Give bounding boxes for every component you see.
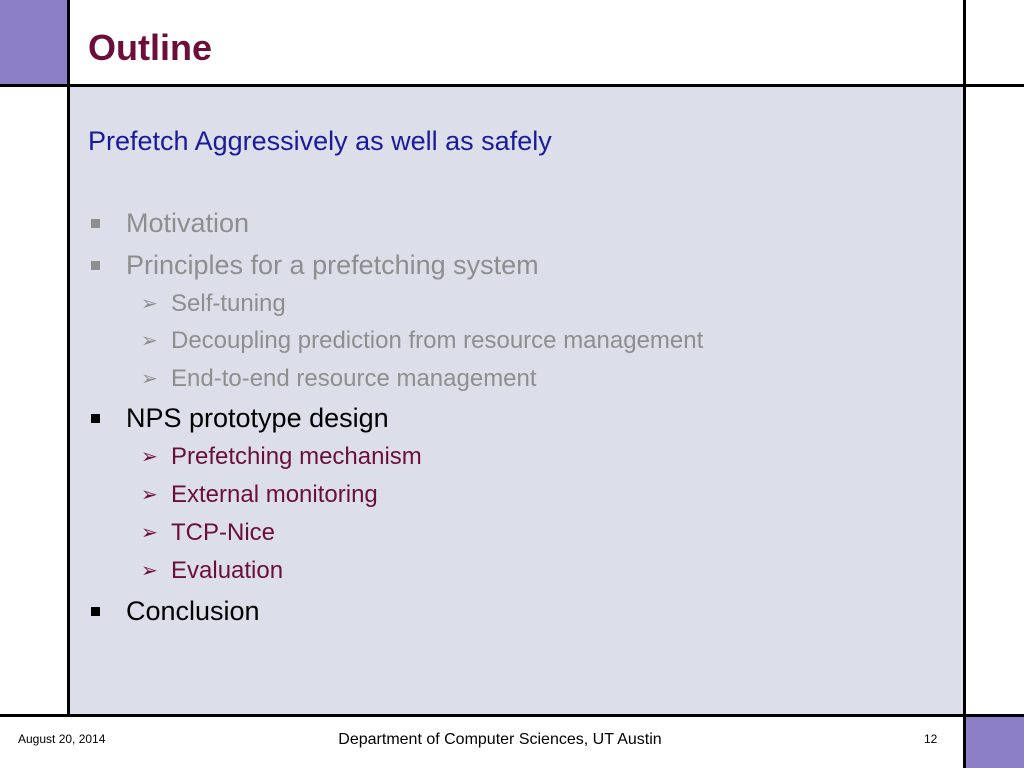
footer-date: August 20, 2014 [18, 732, 106, 746]
arrow-bullet-icon: ➢ [141, 560, 158, 582]
arrow-bullet-icon: ➢ [141, 330, 158, 352]
square-bullet-icon [91, 219, 100, 228]
arrow-bullet-icon: ➢ [141, 368, 158, 390]
arrow-bullet-icon: ➢ [141, 484, 158, 506]
footer-divider [0, 714, 1024, 717]
left-divider [67, 0, 70, 717]
outline-subitem: Prefetching mechanism [171, 443, 422, 470]
footer-department: Department of Computer Sciences, UT Austin [338, 731, 662, 748]
slide-title: Outline [88, 27, 212, 68]
right-divider [963, 0, 966, 768]
outline-subitem: Evaluation [171, 557, 284, 584]
outline-item: Conclusion [126, 596, 260, 626]
outline-item: NPS prototype design [126, 403, 389, 433]
outline-subitem: Self-tuning [171, 290, 286, 317]
square-bullet-icon [91, 607, 100, 616]
outline-subitem: External monitoring [171, 481, 378, 508]
slide-subtitle: Prefetch Aggressively as well as safely [88, 126, 552, 156]
header-divider [0, 84, 1024, 87]
outline-subitem: Decoupling prediction from resource management [171, 327, 704, 354]
outline-subitem: End-to-end resource management [171, 365, 537, 392]
arrow-bullet-icon: ➢ [141, 522, 158, 544]
arrow-bullet-icon: ➢ [141, 446, 158, 468]
slide-number: 12 [924, 732, 938, 746]
outline-item: Principles for a prefetching system [126, 250, 539, 280]
outline-subitem: TCP-Nice [171, 519, 276, 546]
top-left-accent-box [0, 0, 67, 84]
arrow-bullet-icon: ➢ [141, 293, 158, 315]
square-bullet-icon [91, 261, 100, 270]
square-bullet-icon [91, 414, 100, 423]
outline-item: Motivation [126, 208, 250, 238]
